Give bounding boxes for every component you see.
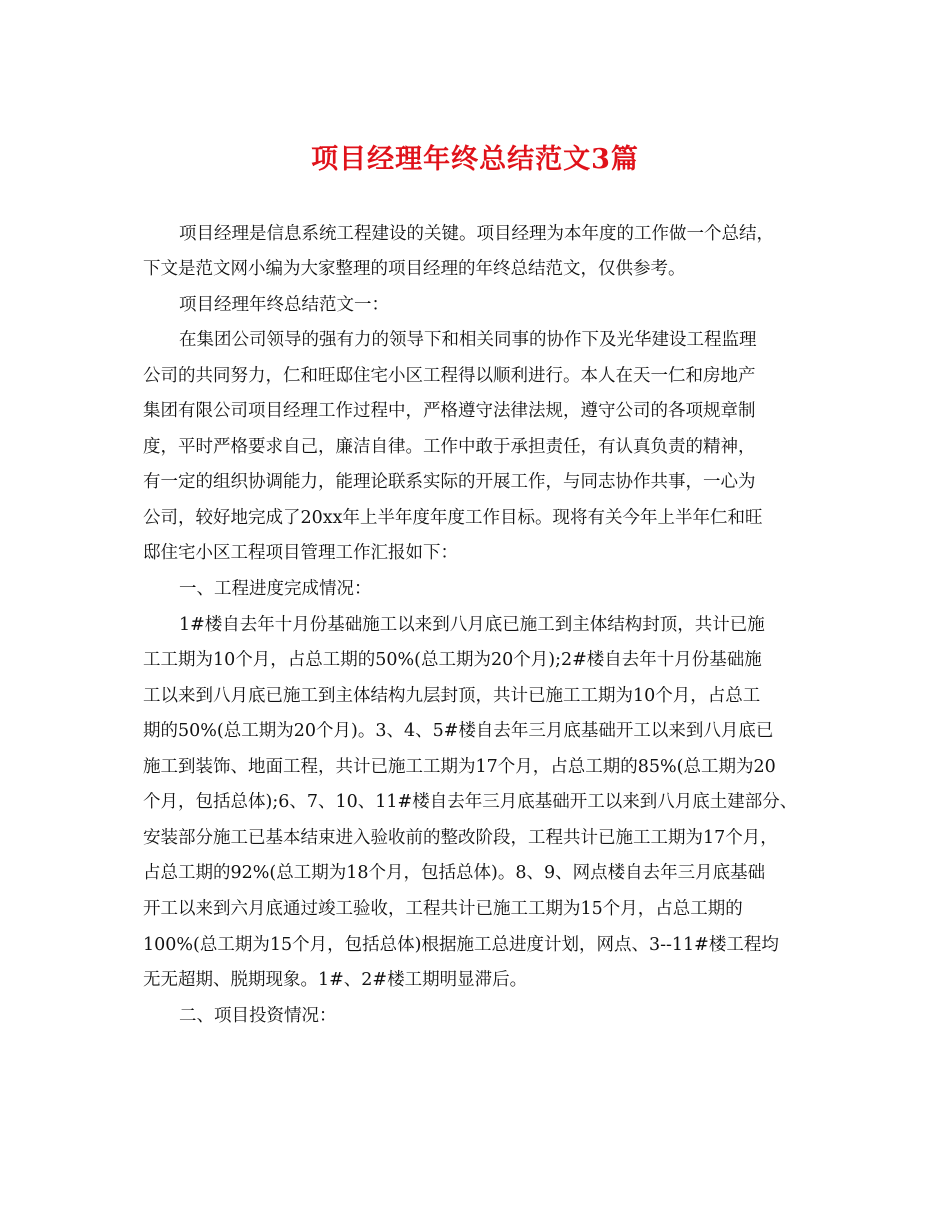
- paragraph-line: 工以来到八月底已施工到主体结构九层封顶，共计已施工工期为10个月，占总工: [143, 686, 761, 706]
- paragraph-line: 公司的共同努力，仁和旺邸住宅小区工程得以顺利进行。本人在天一仁和房地产: [143, 366, 756, 386]
- paragraph-line: 邸住宅小区工程项目管理工作汇报如下：: [143, 543, 458, 563]
- paragraph-line: 安装部分施工已基本结束进入验收前的整改阶段，工程共计已施工工期为17个月，: [143, 828, 778, 848]
- section-heading: 二、项目投资情况：: [179, 1006, 337, 1026]
- paragraph-line: 无无超期、脱期现象。1#、2#楼工期明显滞后。: [143, 970, 528, 990]
- section-heading: 一、工程进度完成情况：: [179, 579, 372, 599]
- paragraph-line: 公司，较好地完成了20xx年上半年度年度工作目标。现将有关今年上半年仁和旺: [143, 508, 763, 528]
- paragraph-line: 100%(总工期为15个月，包括总体)根据施工总进度计划，网点、3--11#楼工程均: [143, 935, 779, 955]
- paragraph-line: 1#楼自去年十月份基础施工以来到八月底已施工到主体结构封顶，共计已施: [179, 615, 765, 635]
- paragraph-line: 下文是范文网小编为大家整理的项目经理的年终总结范文，仅供参考。: [143, 259, 686, 279]
- paragraph-line: 集团有限公司项目经理工作过程中，严格遵守法律法规，遵守公司的各项规章制: [143, 401, 756, 421]
- paragraph-line: 有一定的组织协调能力，能理论联系实际的开展工作，与同志协作共事，一心为: [143, 472, 756, 492]
- paragraph-line: 个月，包括总体);6、7、10、11#楼自去年三月底基础开工以来到八月底土建部分、: [143, 792, 798, 812]
- paragraph-line: 工工期为10个月，占总工期的50%(总工期为20个月);2#楼自去年十月份基础施: [143, 650, 762, 670]
- paragraph-line: 期的50%(总工期为20个月)。3、4、5#楼自去年三月底基础开工以来到八月底已: [143, 721, 774, 741]
- paragraph-line: 开工以来到六月底通过竣工验收，工程共计已施工工期为15个月，占总工期的: [143, 899, 743, 919]
- section-heading: 项目经理年终总结范文一：: [179, 295, 389, 315]
- paragraph-line: 占总工期的92%(总工期为18个月，包括总体)。8、9、网点楼自去年三月底基础: [143, 863, 766, 883]
- paragraph-line: 在集团公司领导的强有力的领导下和相关同事的协作下及光华建设工程监理: [179, 330, 757, 350]
- document-title: 项目经理年终总结范文3篇: [311, 144, 639, 175]
- paragraph-line: 度，平时严格要求自己，廉洁自律。工作中敢于承担责任，有认真负责的精神，: [143, 437, 756, 457]
- paragraph-line: 施工到装饰、地面工程，共计已施工工期为17个月，占总工期的85%(总工期为20: [143, 757, 776, 777]
- paragraph-line: 项目经理是信息系统工程建设的关键。项目经理为本年度的工作做一个总结，: [179, 224, 774, 244]
